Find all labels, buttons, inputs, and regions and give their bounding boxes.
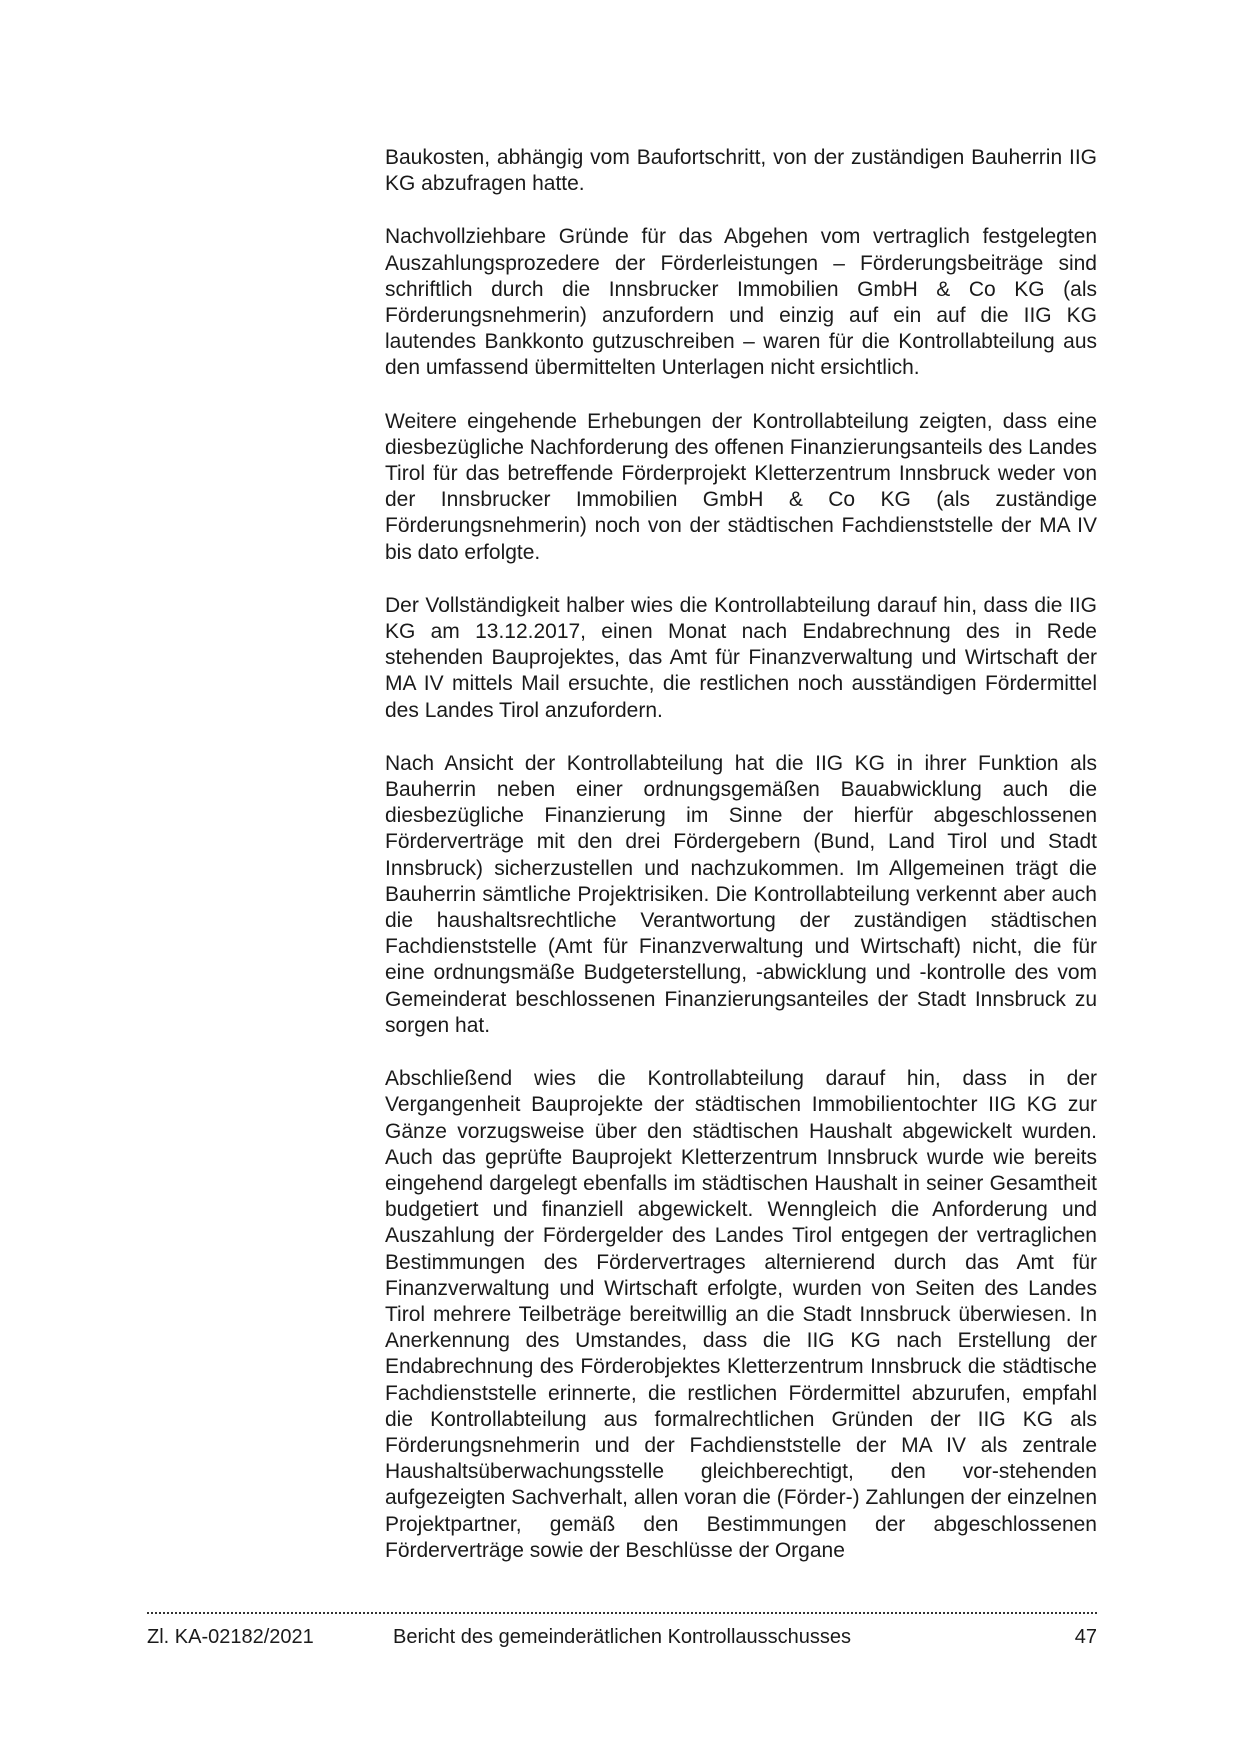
footer-report-title: Bericht des gemeinderätlichen Kontrollausschusses: [392, 1626, 852, 1648]
page-footer: [147, 1623, 1097, 1651]
paragraph-4: Der Vollständigkeit halber wies die Kontrollabteilung darauf hin, dass die IIG KG am 13.12.2017, einen Monat nach Endabrechnung des in Rede stehenden Bauprojektes, das Amt für Finanzverwaltung und Wirtschaft der MA IV mittels Mail ersuchte, die restlichen noch ausständigen Fördermittel des Landes Tirol anzufordern.: [385, 593, 1097, 722]
paragraph-3: Weitere eingehende Erhebungen der Kontrollabteilung zeigten, dass eine diesbezügliche Nachforderung des offenen Finanzierungsanteils des Landes Tirol für das betreffende Förderprojekt Kletterzentrum Innsbruck weder von der Innsbrucker Immobilien GmbH & Co KG (als zuständige Förderungsnehmerin) noch von der städtischen Fachdienststelle der MA IV bis dato erfolgte.: [385, 409, 1097, 564]
paragraph-5: Nach Ansicht der Kontrollabteilung hat die IIG KG in ihrer Funktion als Bauherrin neben einer ordnungsgemäßen Bauabwicklung auch die diesbezügliche Finanzierung im Sinne der hierfür abgeschlossenen Förderverträge mit den drei Fördergebern (Bund, Land Tirol und Stadt Innsbruck) sicherzustellen und nachzukommen. Im Allgemeinen trägt die Bauherrin sämtliche Projektrisiken. Die Kontrollabteilung verkennt aber auch die haushaltsrechtliche Verantwortung der zuständigen städtischen Fachdienststelle (Amt für Finanzverwaltung und Wirtschaft) nicht, die für eine ordnungsmäße Budgeterstellung, -abwicklung und -kontrolle des vom Gemeinderat beschlossenen Finanzierungsanteiles der Stadt Innsbruck zu sorgen hat.: [385, 751, 1097, 1037]
paragraph-6: Abschließend wies die Kontrollabteilung darauf hin, dass in der Vergangenheit Bauprojekte der städtischen Immobilientochter IIG KG zur Gänze vorzugsweise über den städtischen Haushalt abgewickelt wurden. Auch das geprüfte Bauprojekt Kletterzentrum Innsbruck wurde wie bereits eingehend dargelegt ebenfalls im städtischen Haushalt in seiner Gesamtheit budgetiert und finanziell abgewickelt. Wenngleich die Anforderung und Auszahlung der Fördergelder des Landes Tirol entgegen der vertraglichen Bestimmungen des Fördervertrages alternierend durch das Amt für Finanzverwaltung und Wirtschaft erfolgte, wurden von Seiten des Landes Tirol mehrere Teilbeträge bereitwillig an die Stadt Innsbruck überwiesen. In Anerkennung des Umstandes, dass die IIG KG nach Erstellung der Endabrechnung des Förderobjektes Kletterzentrum Innsbruck die städtische Fachdienststelle erinnerte, die restlichen Fördermittel abzurufen, empfahl die Kontrollabteilung aus formalrechtlichen Gründen der IIG KG als Förderungsnehmerin und der Fachdienststelle der MA IV als zentrale Haushaltsüberwachungsstelle gleichberechtigt, den vor-stehenden aufgezeigten Sachverhalt, allen voran die (Förder-) Zahlungen der einzelnen Projektpartner, gemäß den Bestimmungen der abgeschlossenen Förderverträge sowie der Beschlüsse der Organe: [385, 1067, 1097, 1562]
footer-divider: [147, 1612, 1097, 1614]
footer-page-number: 47: [1074, 1626, 1097, 1648]
footer-reference-number: Zl. KA-02182/2021: [147, 1626, 314, 1648]
report-body: [385, 145, 1097, 1591]
paragraph-1: Baukosten, abhängig vom Baufortschritt, von der zuständigen Bauherrin IIG KG abzufragen hatte.: [385, 146, 1097, 196]
paragraph-2: Nachvollziehbare Gründe für das Abgehen vom vertraglich festgelegten Auszahlungsprozedere der Förderleistungen – Förderungsbeiträge sind schriftlich durch die Innsbrucker Immobilien GmbH & Co KG (als Förderungsnehmerin) anzufordern und einzig auf ein auf die IIG KG lautendes Bankkonto gutzuschreiben – waren für die Kontrollabteilung aus den umfassend übermittelten Unterlagen nicht ersichtlich.: [385, 225, 1097, 380]
